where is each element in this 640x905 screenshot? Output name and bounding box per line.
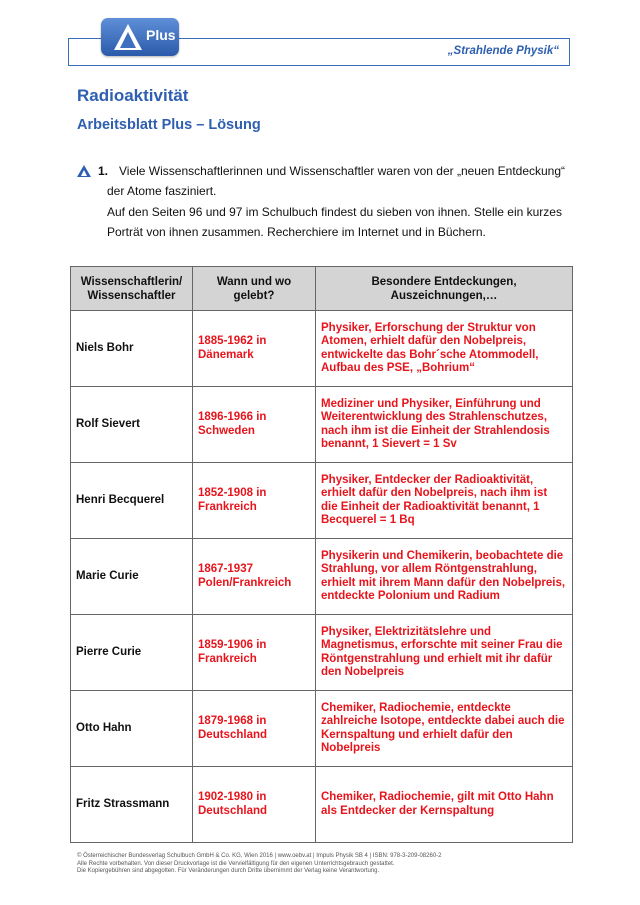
lived-cell: 1879-1968 in Deutschland	[193, 691, 316, 767]
footer-line: Die Kopiergebühren sind abgegolten. Für Veränderungen durch Dritte übernimmt der Verlag keine Verantwortung.	[77, 868, 380, 874]
scientist-name: Otto Hahn	[71, 691, 193, 767]
logo-text: Plus	[146, 27, 176, 43]
table-row	[71, 463, 573, 539]
task-number: 1.	[98, 164, 109, 178]
lived-cell: 1896-1966 in Schweden	[193, 387, 316, 463]
column-header-lived: Wann und wo gelebt?	[193, 267, 316, 311]
table-row	[71, 387, 573, 463]
series-title: „Strahlende Physik“	[447, 45, 559, 57]
scientist-name: Rolf Sievert	[71, 387, 193, 463]
table-row	[71, 539, 573, 615]
footer-line: Alle Rechte vorbehalten. Von dieser Druckvorlage ist die Vervielfältigung für den eigenen Unterrichtsgebrauch gestattet.	[77, 860, 395, 867]
column-header-scientist: Wissenschaftlerin/ Wissenschaftler	[71, 267, 193, 311]
lived-cell: 1867-1937 Polen/Frankreich	[193, 539, 316, 615]
footer-line: © Österreichischer Bundesverlag Schulbuch GmbH & Co. KG, Wien 2016 | www.oebv.at | Impuls Physik SB 4 | ISBN: 978-3-209-08260-2	[77, 853, 442, 859]
details-cell: Chemiker, Radiochemie, entdeckte zahlreiche Isotope, entdeckte dabei auch die Kernspaltung und erhielt dafür den Nobelpreis	[316, 691, 573, 767]
task-line: Viele Wissenschaftlerinnen und Wissenschaftler waren von der „neuen Entdeckung“	[119, 164, 566, 178]
lived-cell: 1902-1980 in Deutschland	[193, 767, 316, 843]
page-subtitle: Arbeitsblatt Plus – Lösung	[77, 117, 261, 133]
lived-cell: 1852-1908 in Frankreich	[193, 463, 316, 539]
lived-cell: 1859-1906 in Frankreich	[193, 615, 316, 691]
task-line: der Atome fasziniert.	[107, 184, 217, 198]
task-line: Porträt von ihnen zusammen. Recherchiere im Internet und in Büchern.	[107, 225, 486, 239]
task-triangle-icon	[77, 165, 91, 177]
plus-logo-triangle-icon	[113, 23, 143, 51]
details-cell: Mediziner und Physiker, Einführung und Weiterentwicklung des Strahlenschutzes, nach ihm ist die Einheit der Strahlendosis benannt, 1 Sievert = 1 Sv	[316, 387, 573, 463]
table-header-row	[71, 267, 573, 311]
scientist-name: Fritz Strassmann	[71, 767, 193, 843]
details-cell: Physiker, Entdecker der Radioaktivität, erhielt dafür den Nobelpreis, nach ihm ist die Einheit der Radioaktivität benannt, 1 Becquerel = 1 Bq	[316, 463, 573, 539]
table-row	[71, 311, 573, 387]
details-cell: Physiker, Erforschung der Struktur von Atomen, erhielt dafür den Nobelpreis, entwickelte das Bohr´sche Atommodell, Aufbau des PSE, „Bohrium“	[316, 311, 573, 387]
scientists-table	[70, 266, 573, 843]
task-line: Auf den Seiten 96 und 97 im Schulbuch findest du sieben von ihnen. Stelle ein kurzes	[107, 205, 562, 219]
table-row	[71, 691, 573, 767]
details-cell: Physikerin und Chemikerin, beobachtete die Strahlung, vor allem Röntgenstrahlung, erhielt mit ihrem Mann dafür den Nobelpreis, entdeckte Polonium und Radium	[316, 539, 573, 615]
column-header-discoveries: Besondere Entdeckungen, Auszeichnungen,…	[316, 267, 573, 311]
scientist-name: Marie Curie	[71, 539, 193, 615]
table-row	[71, 615, 573, 691]
details-cell: Chemiker, Radiochemie, gilt mit Otto Hahn als Entdecker der Kernspaltung	[316, 767, 573, 843]
lived-cell: 1885-1962 in Dänemark	[193, 311, 316, 387]
table-row	[71, 767, 573, 843]
scientist-name: Niels Bohr	[71, 311, 193, 387]
plus-logo	[101, 18, 179, 56]
details-cell: Physiker, Elektrizitätslehre und Magnetismus, erforschte mit seiner Frau die Röntgenstrahlung und erhielt mit ihr dafür den Nobelpreis	[316, 615, 573, 691]
scientist-name: Pierre Curie	[71, 615, 193, 691]
copyright-footer	[77, 853, 442, 876]
scientist-name: Henri Becquerel	[71, 463, 193, 539]
page-title: Radioaktivität	[77, 86, 189, 105]
